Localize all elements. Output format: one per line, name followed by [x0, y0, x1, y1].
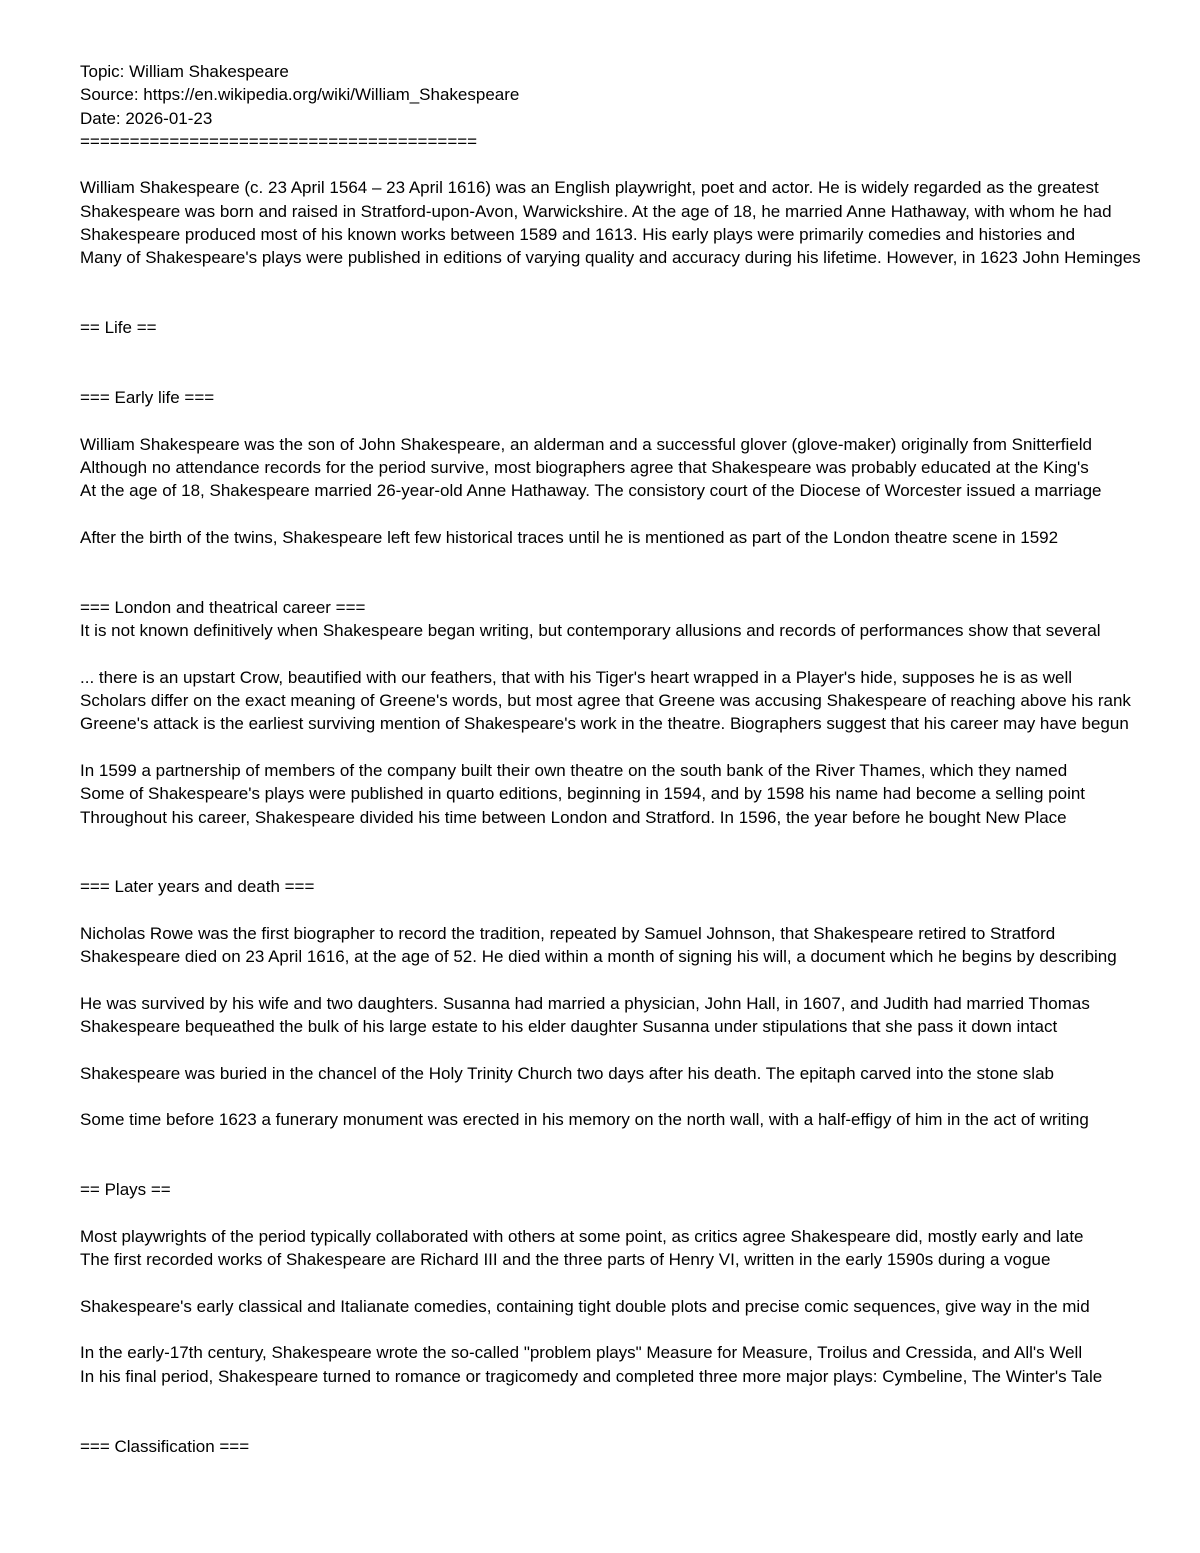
paragraph-line: Although no attendance records for the period survive, most biographers agree that Shakespeare was probably educated at the King's — [80, 458, 1089, 478]
paragraph-line: Shakespeare was buried in the chancel of the Holy Trinity Church two days after his death. The epitaph carved into the stone slab — [80, 1063, 1054, 1083]
paragraph-line: At the age of 18, Shakespeare married 26-year-old Anne Hathaway. The consistory court of the Diocese of Worcester issued a marriage — [80, 481, 1102, 501]
spacer — [80, 642, 1200, 665]
spacer — [80, 1318, 1200, 1341]
spacer — [80, 293, 1200, 316]
section-heading-plays: == Plays == — [80, 1180, 171, 1200]
subsection-heading-later-years: === Later years and death === — [80, 877, 315, 897]
topic-line: Topic: William Shakespeare — [80, 62, 289, 81]
paragraph-line: Nicholas Rowe was the first biographer to record the tradition, repeated by Samuel Johnson, that Shakespeare retired to Stratford — [80, 923, 1056, 943]
spacer — [80, 1038, 1200, 1061]
paragraph-line: In his final period, Shakespeare turned to romance or tragicomedy and completed three more major plays: Cymbeline, The Winter's Tale — [80, 1366, 1103, 1386]
spacer — [80, 549, 1200, 572]
subsection-heading-early-life: === Early life === — [80, 388, 215, 408]
source-line: Source: https://en.wikipedia.org/wiki/William_Shakespeare — [80, 85, 520, 105]
paragraph-line: Some time before 1623 a funerary monument was erected in his memory on the north wall, with a half-effigy of him in the act of writing — [80, 1110, 1089, 1130]
spacer — [80, 573, 1200, 596]
paragraph-line: Shakespeare's early classical and Italianate comedies, containing tight double plots and precise comic sequences, give way in the mid — [80, 1296, 1090, 1316]
paragraph-line: Scholars differ on the exact meaning of Greene's words, but most agree that Greene was accusing Shakespeare of reaching above his rank — [80, 691, 1131, 711]
paragraph-line: He was survived by his wife and two daughters. Susanna had married a physician, John Hall, in 1607, and Judith had married Thomas — [80, 993, 1090, 1013]
spacer — [80, 899, 1200, 922]
paragraph-line: In the early-17th century, Shakespeare wrote the so-called "problem plays" Measure for Measure, Troilus and Cressida, and All's Well — [80, 1343, 1083, 1363]
subsection-heading-london: === London and theatrical career === — [80, 597, 366, 617]
intro-line: Many of Shakespeare's plays were published in editions of varying quality and accuracy during his lifetime. However, in 1623 John Heminges — [80, 248, 1141, 268]
paragraph-line: William Shakespeare was the son of John Shakespeare, an alderman and a successful glover (glove-maker) originally from Snitterfield — [80, 434, 1092, 454]
spacer — [80, 1155, 1200, 1178]
spacer — [80, 1271, 1200, 1294]
section-heading-life: == Life == — [80, 318, 157, 338]
intro-line: William Shakespeare (c. 23 April 1564 – 23 April 1616) was an English playwright, poet and actor. He is widely regarded as the greatest — [80, 178, 1099, 198]
spacer — [80, 1388, 1200, 1411]
spacer — [80, 969, 1200, 992]
date-line: Date: 2026-01-23 — [80, 108, 213, 128]
paragraph-line: After the birth of the twins, Shakespeare left few historical traces until he is mentioned as part of the London theatre scene in 1592 — [80, 527, 1059, 547]
spacer — [80, 736, 1200, 759]
spacer — [80, 829, 1200, 852]
paragraph-line: Throughout his career, Shakespeare divided his time between London and Stratford. In 1596, the year before he bought New Place — [80, 807, 1067, 827]
spacer — [80, 503, 1200, 526]
intro-line: Shakespeare was born and raised in Stratford-upon-Avon, Warwickshire. At the age of 18, he married Anne Hathaway, with whom he had — [80, 201, 1112, 221]
spacer — [80, 1411, 1200, 1434]
paragraph-line: It is not known definitively when Shakespeare began writing, but contemporary allusions and records of performances show that several — [80, 621, 1101, 641]
paragraph-line: Some of Shakespeare's plays were published in quarto editions, beginning in 1594, and by 1598 his name had become a selling point — [80, 784, 1086, 804]
paragraph-line: Shakespeare bequeathed the bulk of his large estate to his elder daughter Susanna under stipulations that she pass it down intact — [80, 1017, 1058, 1037]
spacer — [80, 270, 1200, 293]
paragraph-line: Most playwrights of the period typically collaborated with others at some point, as critics agree Shakespeare did, mostly early and late — [80, 1226, 1084, 1246]
document-page — [80, 60, 1200, 1458]
spacer — [80, 363, 1200, 386]
paragraph-line: Greene's attack is the earliest surviving mention of Shakespeare's work in the theatre. Biographers suggest that his career may have begun — [80, 714, 1129, 734]
subsection-heading-classification: === Classification === — [80, 1436, 250, 1456]
spacer — [80, 340, 1200, 363]
spacer — [80, 852, 1200, 875]
paragraph-line: The first recorded works of Shakespeare are Richard III and the three parts of Henry VI, written in the early 1590s during a vogue — [80, 1250, 1051, 1270]
paragraph-line: ... there is an upstart Crow, beautified with our feathers, that with his Tiger's heart wrapped in a Player's hide, supposes he is as well — [80, 667, 1073, 687]
spacer — [80, 1085, 1200, 1108]
spacer — [80, 1132, 1200, 1155]
spacer — [80, 409, 1200, 432]
intro-line: Shakespeare produced most of his known works between 1589 and 1613. His early plays were primarily comedies and histories and — [80, 225, 1076, 245]
paragraph-line: In 1599 a partnership of members of the company built their own theatre on the south bank of the River Thames, which they named — [80, 760, 1068, 780]
spacer — [80, 1202, 1200, 1225]
spacer — [80, 153, 1200, 176]
separator-rule: ======================================== — [80, 131, 478, 151]
paragraph-line: Shakespeare died on 23 April 1616, at the age of 52. He died within a month of signing his will, a document which he begins by describing — [80, 947, 1117, 967]
